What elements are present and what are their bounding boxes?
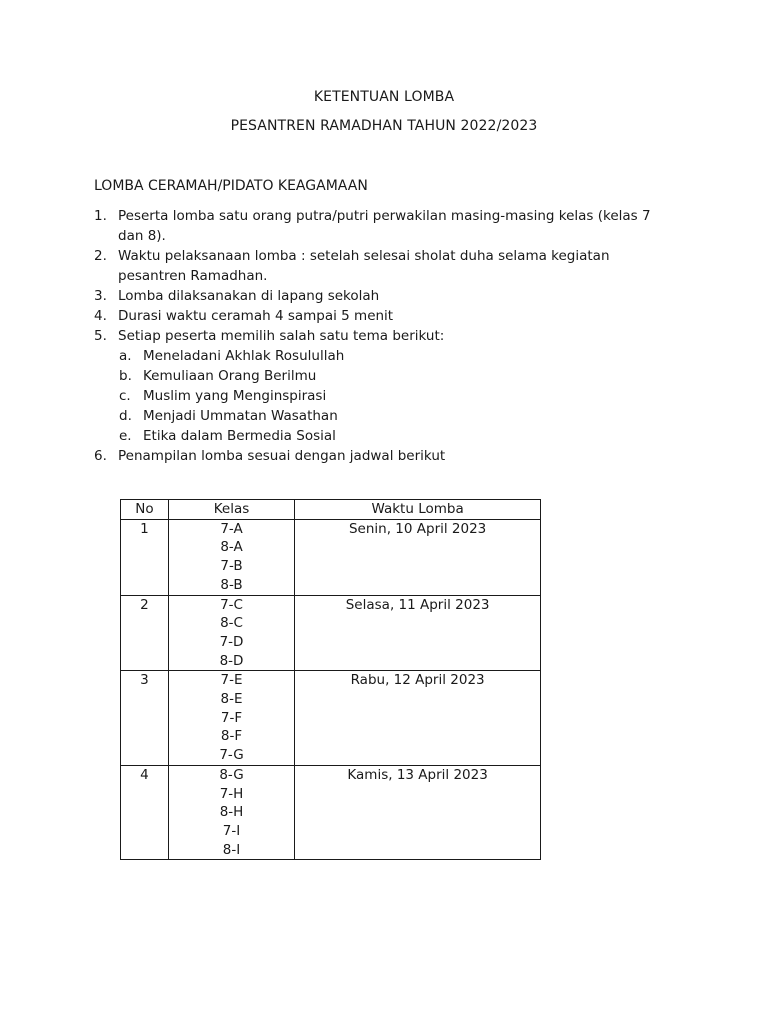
theme-letter: d. (119, 408, 132, 424)
rule-number: 1. (94, 208, 107, 224)
rule-text: Penampilan lomba sesuai dengan jadwal berikut (118, 448, 446, 464)
kelas-value: 7-C (220, 596, 243, 613)
table-row (121, 595, 541, 671)
theme-letter: c. (119, 388, 131, 404)
table-header-row (121, 500, 541, 520)
kelas-value: 7-A (220, 520, 243, 537)
theme-item (94, 426, 674, 446)
rule-text: Setiap peserta memilih salah satu tema berikut: (118, 328, 445, 344)
document-subtitle: PESANTREN RAMADHAN TAHUN 2022/2023 (230, 118, 538, 134)
cell-kelas (168, 671, 294, 766)
rule-item (94, 206, 674, 246)
rule-item (94, 246, 674, 286)
cell-no: 3 (121, 671, 169, 766)
rule-item (94, 306, 674, 326)
kelas-value: 8-G (219, 766, 244, 783)
theme-letter: e. (119, 428, 132, 444)
header-kelas: Kelas (168, 500, 294, 520)
theme-text: Muslim yang Menginspirasi (143, 388, 327, 404)
kelas-value: 8-E (220, 691, 243, 708)
theme-text: Kemuliaan Orang Berilmu (143, 368, 317, 384)
table-row (121, 519, 541, 595)
table-row (121, 671, 541, 766)
rules-list (94, 206, 674, 466)
kelas-value: 8-H (219, 804, 244, 821)
rule-number: 6. (94, 448, 107, 464)
header-waktu-lomba: Waktu Lomba (295, 500, 541, 520)
cell-waktu: Senin, 10 April 2023 (295, 519, 541, 595)
cell-kelas (168, 595, 294, 671)
rule-number: 3. (94, 288, 107, 304)
rule-item (94, 286, 674, 306)
rule-item (94, 326, 674, 346)
cell-kelas (168, 519, 294, 595)
theme-item (94, 406, 674, 426)
theme-item (94, 366, 674, 386)
cell-kelas (168, 765, 294, 860)
kelas-value: 8-D (219, 652, 244, 669)
rule-text: Lomba dilaksanakan di lapang sekolah (118, 288, 380, 304)
table-row (121, 765, 541, 860)
kelas-value: 7-F (220, 709, 243, 726)
theme-text: Etika dalam Bermedia Sosial (143, 428, 336, 444)
cell-waktu: Selasa, 11 April 2023 (295, 595, 541, 671)
cell-waktu: Kamis, 13 April 2023 (295, 765, 541, 860)
kelas-value: 7-D (219, 633, 244, 650)
rule-text: Peserta lomba satu orang putra/putri perwakilan masing-masing kelas (kelas 7 dan 8). (118, 208, 651, 244)
kelas-value: 8-I (222, 841, 241, 858)
schedule-table (120, 499, 541, 860)
cell-waktu: Rabu, 12 April 2023 (295, 671, 541, 766)
kelas-value: 8-F (220, 728, 243, 745)
cell-no: 1 (121, 519, 169, 595)
header-no: No (121, 500, 169, 520)
section-heading: LOMBA CERAMAH/PIDATO KEAGAMAAN (94, 178, 368, 194)
kelas-value: 7-B (220, 558, 243, 575)
kelas-value: 8-B (220, 576, 243, 593)
rule-text: Waktu pelaksanaan lomba : setelah selesai sholat duha selama kegiatan pesantren Ramadhan. (118, 248, 610, 284)
theme-letter: b. (119, 368, 132, 384)
theme-text: Menjadi Ummatan Wasathan (143, 408, 338, 424)
cell-no: 2 (121, 595, 169, 671)
kelas-value: 8-A (220, 539, 243, 556)
document-title: KETENTUAN LOMBA (313, 89, 455, 105)
kelas-value: 7-I (222, 822, 241, 839)
theme-item (94, 386, 674, 406)
kelas-value: 7-G (219, 747, 244, 764)
theme-letter: a. (119, 348, 132, 364)
theme-item (94, 346, 674, 366)
rule-text: Durasi waktu ceramah 4 sampai 5 menit (118, 308, 394, 324)
theme-text: Meneladani Akhlak Rosulullah (143, 348, 345, 364)
cell-no: 4 (121, 765, 169, 860)
kelas-value: 7-E (220, 672, 243, 689)
rule-number: 4. (94, 308, 107, 324)
rule-number: 5. (94, 328, 107, 344)
rule-item (94, 446, 674, 466)
rule-number: 2. (94, 248, 107, 264)
kelas-value: 7-H (219, 785, 244, 802)
kelas-value: 8-C (220, 615, 243, 632)
